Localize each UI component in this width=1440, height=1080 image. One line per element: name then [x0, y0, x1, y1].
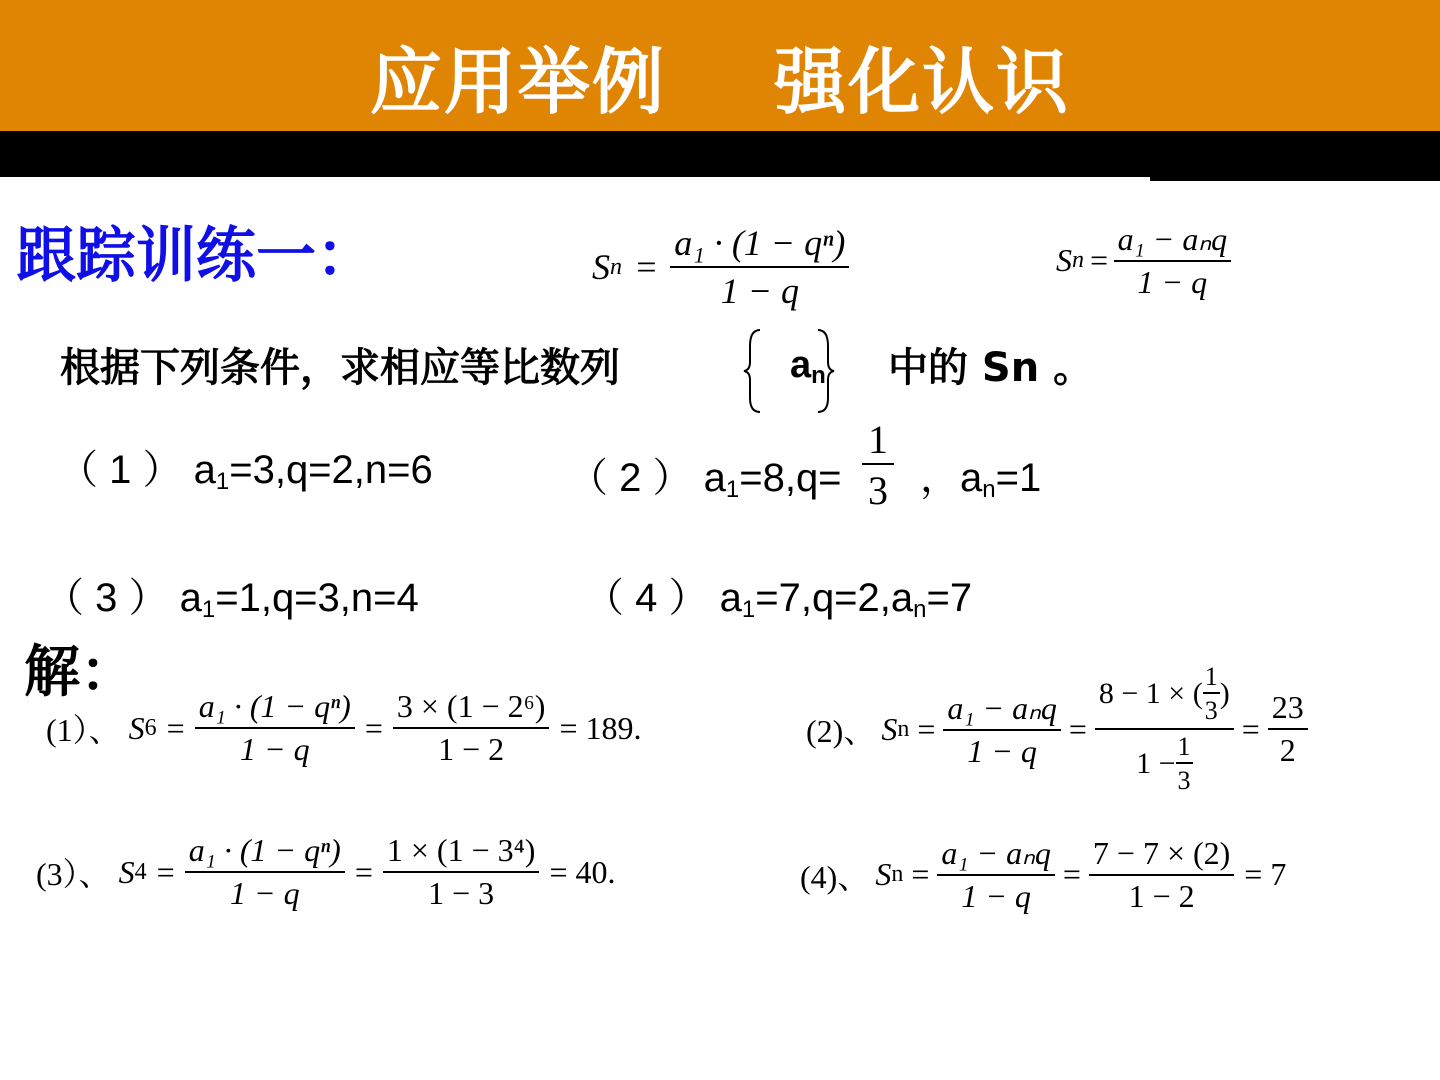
solution-label-4: (4)、 — [800, 858, 870, 895]
problem-text: a — [719, 576, 742, 620]
solution-fraction-2 — [393, 688, 550, 768]
problem-label: （ 2 ） — [568, 456, 693, 500]
solution-fraction-1 — [195, 688, 355, 768]
formula-numerator: a₁ · (1 − qⁿ) — [670, 222, 849, 268]
solution-result: = 7 — [1244, 856, 1287, 892]
solution-fraction-3 — [1268, 689, 1308, 769]
fraction-numerator: a₁ · (1 − qⁿ) — [185, 832, 345, 873]
instruction-prefix: 根据下列条件，求相应等比数列 — [60, 345, 620, 391]
solution-3: (3）、 S 4 = $\frac{\text{a₁ · (1 − qⁿ)}}{1 - q}$ = $\frac{\text{1 × (1 − 3⁴)}}{1 - 3}$ = 40. — [36, 832, 616, 911]
problem-2-tail — [920, 446, 1041, 504]
formula-fraction — [1114, 220, 1231, 301]
problem-rest: =1,q=3,n=4 — [215, 576, 419, 620]
problem-label: （ 3 ） — [44, 576, 169, 620]
formula-numerator: a₁ − aₙq — [1114, 220, 1231, 262]
numerator-fraction — [1203, 662, 1220, 726]
formula-lhs-sub: n — [610, 253, 622, 280]
denominator-text: 1 − — [1136, 747, 1176, 780]
solution-result: = 189. — [559, 709, 642, 746]
formula-lhs: S — [592, 247, 610, 287]
slide-title: 应用举例 强化认识 — [369, 40, 1071, 124]
problem-2-fraction — [862, 416, 894, 514]
problem-3 — [44, 566, 419, 624]
fraction-denominator: 1 − q — [967, 732, 1037, 769]
solution-4: (4)、 S n = $\frac{\text{a₁ − aₙq}}{1 - q}$ = $\frac{7 - 7 \times (2)}{1 - 2}$ = 7 — [800, 834, 1287, 914]
header-divider-bar — [0, 131, 1440, 177]
solution-lhs-sub: 4 — [134, 858, 147, 885]
problem-text: a — [193, 448, 216, 492]
inner-denominator: 3 — [1204, 696, 1218, 725]
fraction-denominator: 3 — [868, 468, 888, 513]
problem-tail-rest: =1 — [995, 456, 1042, 500]
fraction-numerator: 1 × (1 − 3⁴) — [383, 832, 540, 873]
solution-fraction-1 — [185, 832, 345, 912]
fraction-numerator: 3 × (1 − 2⁶) — [393, 688, 550, 729]
fraction-denominator — [1136, 730, 1192, 796]
fraction-denominator: 1 − 2 — [1128, 877, 1195, 914]
problem-end: =7 — [926, 576, 973, 620]
fraction-denominator: 1 − q — [961, 878, 1031, 914]
problem-tail: ，a — [920, 456, 983, 500]
solution-lhs: S — [875, 856, 892, 892]
fraction-numerator: 1 — [862, 416, 894, 465]
fraction-numerator — [1095, 662, 1234, 730]
problem-sub: 1 — [725, 476, 740, 503]
problem-text: a — [703, 456, 726, 500]
inner-denominator: 3 — [1177, 766, 1191, 795]
problem-2 — [568, 446, 842, 504]
problem-rest: =8,q= — [739, 456, 842, 500]
problem-sub: 1 — [215, 468, 230, 495]
instruction-text — [60, 336, 620, 393]
section-title: 跟踪训练一： — [16, 221, 376, 291]
solution-label-1: (1）、 — [46, 712, 121, 748]
solution-lhs: S — [128, 709, 145, 746]
inner-numerator: 1 — [1203, 662, 1220, 694]
instruction-suffix: 中的 Sn 。 — [888, 345, 1094, 391]
solution-label: 解： — [24, 640, 136, 705]
problem-text: a — [179, 576, 202, 620]
fraction-numerator: a₁ · (1 − qⁿ) — [195, 688, 355, 729]
fraction-numerator: a₁ − aₙq — [943, 689, 1060, 731]
fraction-denominator: 1 − q — [229, 875, 300, 911]
solution-label-2: (2)、 — [806, 713, 876, 749]
solution-lhs-sub: n — [891, 861, 904, 887]
solution-1: (1）、 S 6 = $\frac{\text{a₁ · (1 − qⁿ)}}{1 - q}$ = $\frac{\text{3 × (1 − 2⁶)}}{1 - 2}$ = 189. — [46, 688, 642, 767]
term-sub: n — [811, 362, 826, 389]
solution-lhs-sub: n — [897, 715, 910, 742]
fraction-denominator: 1 − 3 — [428, 875, 495, 911]
denominator-fraction — [1176, 732, 1193, 796]
term-letter: a — [790, 344, 812, 386]
fraction-numerator: a₁ − aₙq — [937, 834, 1054, 876]
formula-equals: = — [1088, 242, 1110, 278]
problem-sub: 1 — [201, 596, 216, 623]
problem-1 — [58, 438, 433, 496]
solution-fraction-1 — [937, 834, 1054, 915]
fraction-numerator: 23 — [1268, 689, 1308, 730]
problem-label: （ 4 ） — [584, 576, 709, 620]
fraction-denominator: 1 − q — [239, 731, 310, 767]
formula-denominator: 1 − q — [720, 271, 799, 311]
problem-rest: =3,q=2,n=6 — [229, 448, 433, 492]
solution-fraction-2 — [383, 832, 540, 912]
sum-formula-1 — [592, 222, 849, 312]
numerator-text: 8 − 1 × ( — [1098, 677, 1203, 710]
solution-fraction-1 — [943, 689, 1060, 770]
solution-lhs: S — [881, 710, 898, 747]
inner-numerator: 1 — [1176, 732, 1193, 764]
sum-formula-2 — [1056, 220, 1231, 301]
problem-sub: 1 — [741, 596, 756, 623]
formula-fraction — [670, 222, 849, 312]
numerator-close: ) — [1219, 677, 1230, 710]
fraction-denominator: 1 − 2 — [438, 731, 505, 767]
formula-lhs-sub: n — [1072, 247, 1084, 273]
solution-lhs-sub: 6 — [144, 714, 157, 741]
sequence-term — [790, 344, 826, 390]
solution-2: (2)、 S n = $\frac{\text{a₁ − aₙq}}{1 - q}$ = 8 − 1 × ( $\frac{1}{3}$ ) 1 − $\frac{1}{3}$ = $\frac{23}{2}$ — [806, 662, 1308, 796]
header-divider-notch — [1150, 173, 1440, 181]
formula-equals: = — [634, 247, 659, 287]
problem-tail-sub: n — [982, 476, 996, 503]
solution-label-3: (3）、 — [36, 856, 111, 892]
problem-rest: =7,q=2,a — [755, 576, 914, 620]
fraction-numerator: 7 − 7 × (2) — [1089, 835, 1234, 876]
problem-label: （ 1 ） — [58, 448, 183, 492]
problem-4 — [584, 566, 972, 624]
formula-lhs: S — [1056, 242, 1072, 278]
problem-sub-2: n — [913, 596, 927, 623]
solution-fraction-2 — [1095, 662, 1234, 796]
fraction-denominator: 2 — [1279, 732, 1296, 768]
solution-fraction-2 — [1089, 835, 1234, 915]
solution-lhs: S — [118, 853, 135, 890]
solution-result: = 40. — [549, 853, 616, 890]
formula-denominator: 1 − q — [1137, 264, 1208, 300]
